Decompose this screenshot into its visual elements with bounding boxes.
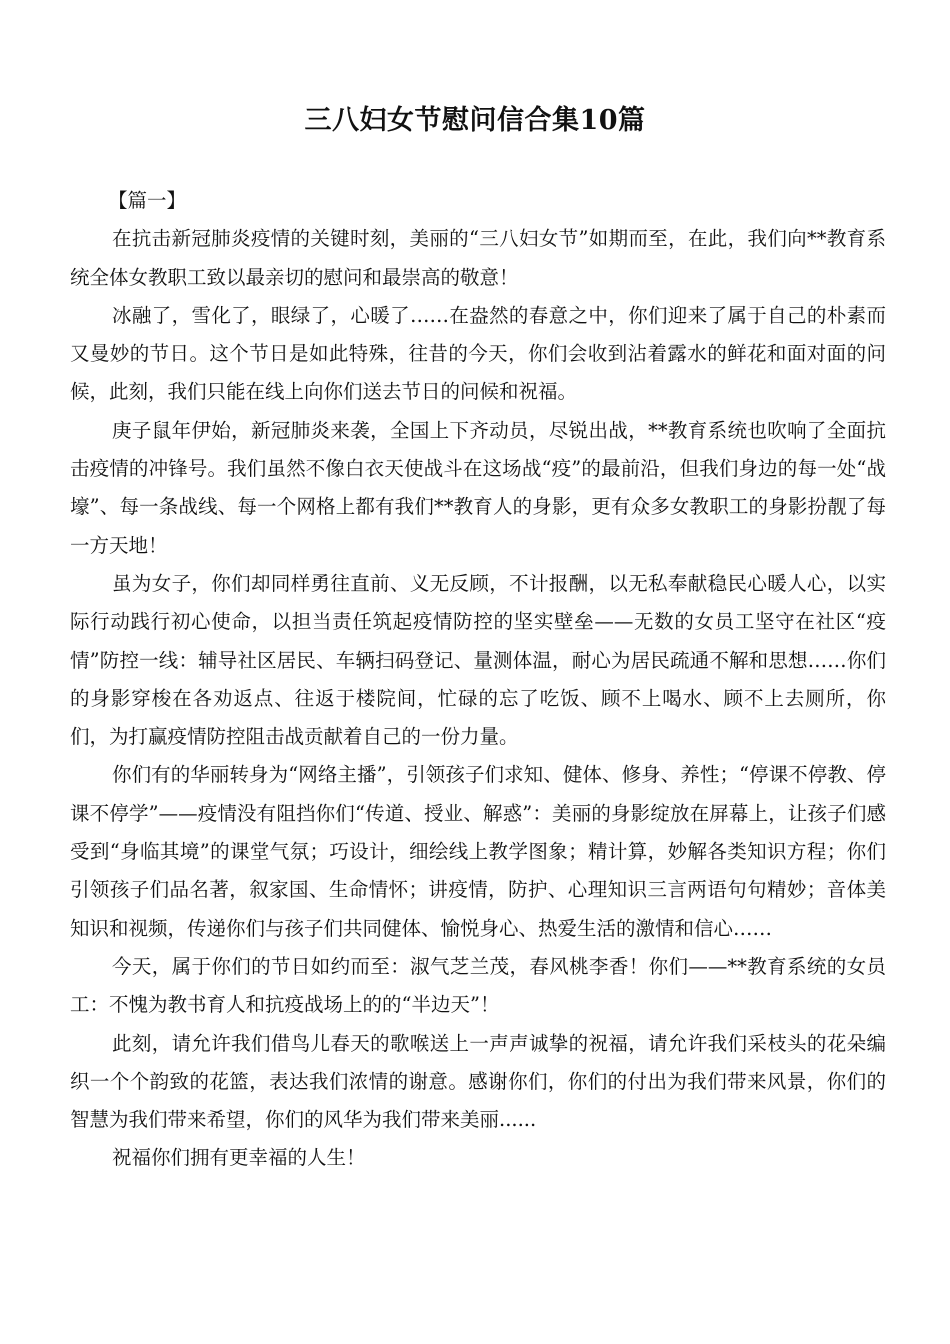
document-body <box>70 182 886 1178</box>
document-title: 三八妇女节慰问信合集10篇 <box>304 105 646 136</box>
section-label: 【篇一】 <box>108 189 187 212</box>
paragraph-2: 冰融了，雪化了，眼绿了，心暖了……在盎然的春意之中，你们迎来了属于自己的朴素而又曼妙的节日。这个节日是如此特殊，往昔的今天，你们会收到沾着露水的鲜花和面对面的问候，此刻，我们只能在线上向你们送去节日的问候和祝福。 <box>70 303 886 404</box>
paragraph-3: 庚子鼠年伊始，新冠肺炎来袭，全国上下齐动员，尽锐出战，**教育系统也吹响了全面抗击疫情的冲锋号。我们虽然不像白衣天使战斗在这场战“疫”的最前沿，但我们身边的每一处“战壕”、每一条战线、每一个网格上都有我们**教育人的身影，更有众多女教职工的身影扮靓了每一方天地！ <box>70 418 886 557</box>
paragraph-1: 在抗击新冠肺炎疫情的关键时刻，美丽的“三八妇女节”如期而至，在此，我们向**教育系统全体女教职工致以最亲切的慰问和最崇高的敬意！ <box>70 227 886 289</box>
paragraph-6: 今天，属于你们的节日如约而至：淑气芝兰茂，春风桃李香！你们——**教育系统的女员工：不愧为教书育人和抗疫战场上的的“半边天”！ <box>70 954 886 1017</box>
paragraph-8: 祝福你们拥有更幸福的人生！ <box>112 1146 366 1170</box>
paragraph-5: 你们有的华丽转身为“网络主播”，引领孩子们求知、健体、修身、养性；“停课不停教、停课不停学”——疫情没有阻挡你们“传道、授业、解惑”：美丽的身影绽放在屏幕上，让孩子们感受到“身临其境”的课堂气氛；巧设计，细绘线上教学图象；精计算，妙解各类知识方程；你们引领孩子们品名著，叙家国、生命情怀；讲疫情，防护、心理知识三言两语句句精妙；音体美知识和视频，传递你们与孩子们共同健体、愉悦身心、热爱生活的激情和信心…… <box>70 763 886 940</box>
paragraph-4: 虽为女子，你们却同样勇往直前、义无反顾，不计报酬，以无私奉献稳民心暖人心，以实际行动践行初心使命，以担当责任筑起疫情防控的坚实壁垒——无数的女员工坚守在社区“疫情”防控一线：辅导社区居民、车辆扫码登记、量测体温，耐心为居民疏通不解和思想……你们的身影穿梭在各劝返点、往返于楼院间，忙碌的忘了吃饭、顾不上喝水、顾不上去厕所，你们，为打赢疫情防控阻击战贡献着自己的一份力量。 <box>70 571 886 749</box>
paragraph-7: 此刻，请允许我们借鸟儿春天的歌喉送上一声声诚挚的祝福，请允许我们采枝头的花朵编织一个个韵致的花篮，表达我们浓情的谢意。感谢你们，你们的付出为我们带来风景，你们的智慧为我们带来希望，你们的风华为我们带来美丽...... <box>70 1031 886 1132</box>
